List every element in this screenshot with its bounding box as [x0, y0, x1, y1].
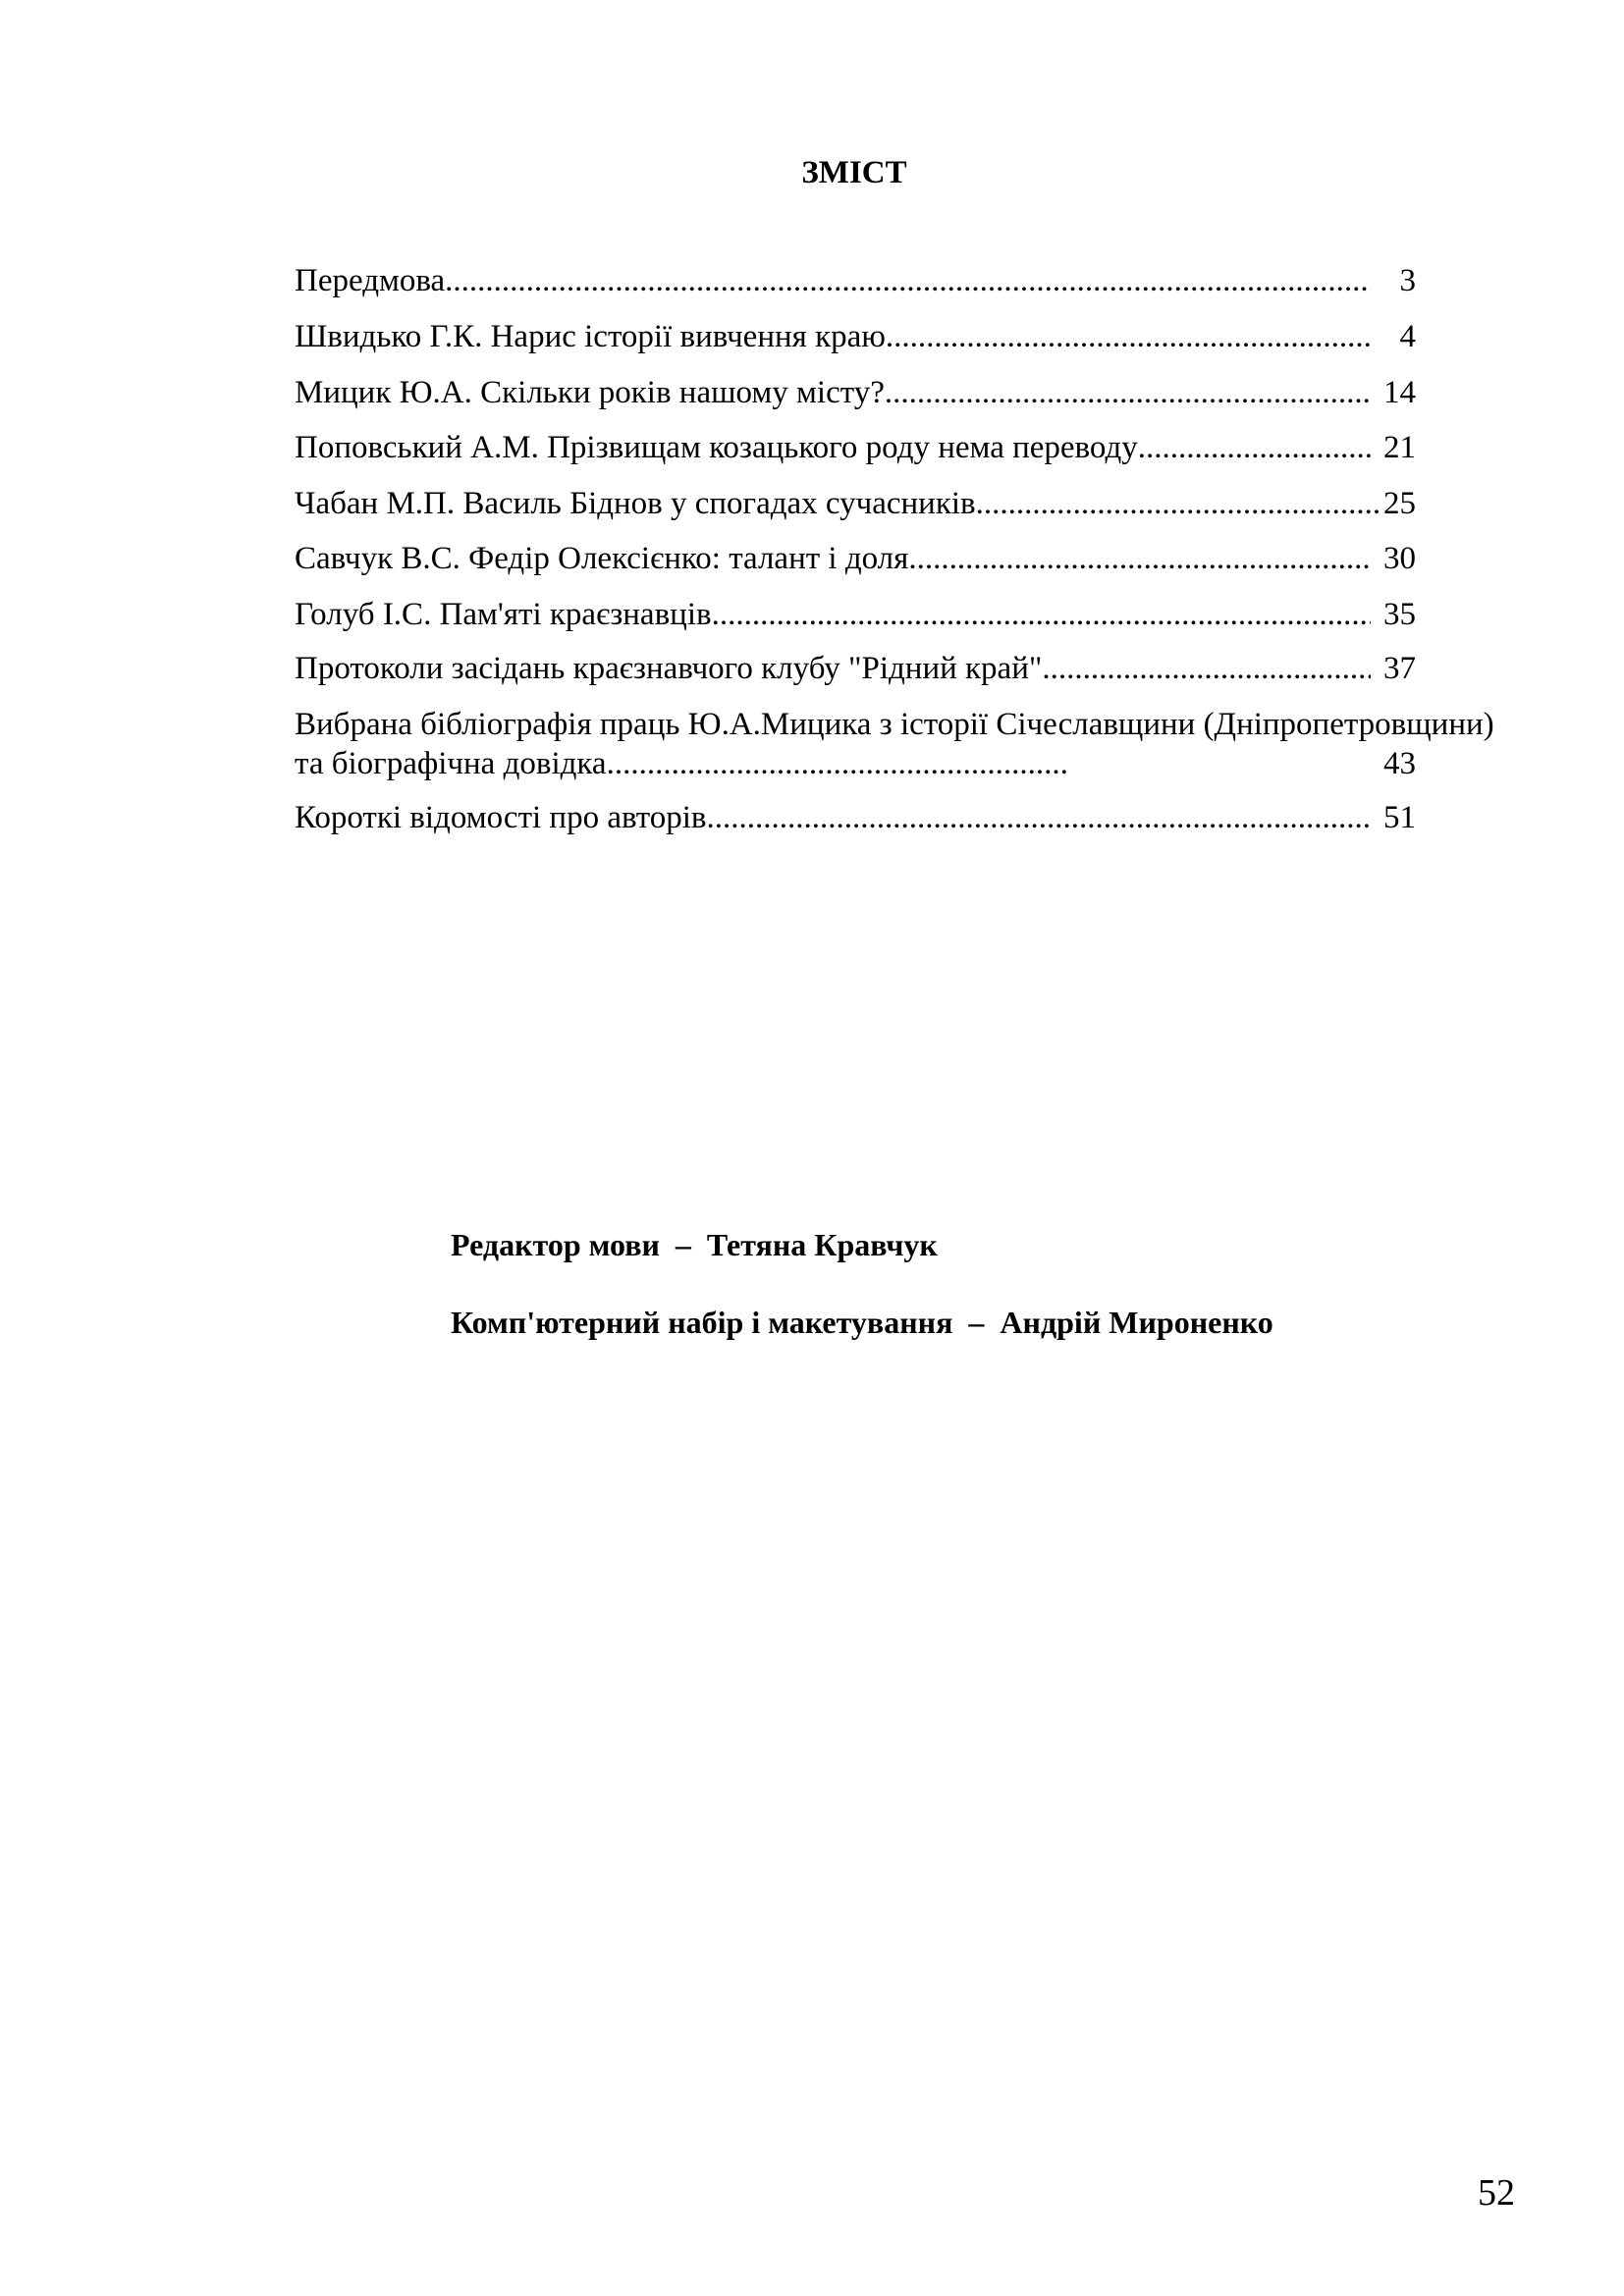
toc-entry — [295, 798, 1416, 837]
toc-entry-title: Поповський А.М. Прізвищам козацького роду нема переводу — [295, 430, 1138, 465]
toc-entry-title: Савчук В.С. Федір Олексієнко: талант і доля — [295, 541, 909, 576]
dot-leader — [706, 798, 1371, 837]
toc-entry-title: Голуб І.С. Пам'яті краєзнавців — [295, 597, 712, 632]
dot-leader — [712, 595, 1371, 634]
toc-entry-line1: Вибрана бібліографія праць Ю.А.Мицика з історії Січеславщини (Дніпропетровщини) — [295, 707, 1494, 742]
page-title: ЗМІСТ — [801, 155, 907, 190]
dot-leader — [908, 539, 1371, 578]
toc-entry-title: Передмова — [295, 263, 446, 298]
toc-entry-title: та біографічна довідка — [295, 746, 607, 781]
toc-entry-page: 3 — [1399, 263, 1416, 298]
toc-entry-title: Чабан М.П. Василь Біднов у спогадах сучасників — [295, 486, 976, 521]
dot-leader — [976, 484, 1380, 523]
toc-entry — [295, 261, 1416, 300]
toc-entry-page: 51 — [1383, 800, 1416, 835]
dot-leader — [1138, 428, 1371, 467]
toc-entry-title: Швидько Г.К. Нарис історії вивчення краю — [295, 319, 886, 354]
toc-entry-title: Протоколи засідань краєзнавчого клубу "Рідний край" — [295, 651, 1043, 686]
page-number: 52 — [1478, 2172, 1515, 2214]
toc-entry — [295, 539, 1416, 578]
toc-entry — [295, 484, 1416, 523]
toc-entry-title: Мицик Ю.А. Скільки років нашому місту? — [295, 375, 885, 410]
toc-entry — [295, 595, 1416, 634]
dot-leader — [445, 261, 1371, 300]
toc-entry-page: 4 — [1399, 319, 1416, 354]
toc-entry-page: 35 — [1383, 597, 1416, 632]
credit-editor: Редактор мови – Тетяна Кравчук — [451, 1227, 938, 1262]
toc-entry — [295, 428, 1416, 467]
toc-entry-page: 43 — [1383, 746, 1416, 781]
toc-entry-page: 25 — [1383, 486, 1416, 521]
dot-leader — [607, 744, 1066, 783]
toc-entry-page: 30 — [1383, 541, 1416, 576]
toc-entry-title: Короткі відомості про авторів — [295, 800, 707, 835]
toc-entry — [295, 649, 1416, 688]
credit-layout: Комп'ютерний набір і макетування – Андрій Мироненко — [451, 1305, 1273, 1340]
dot-leader — [1042, 649, 1371, 688]
toc-entry-page: 14 — [1383, 375, 1416, 410]
dot-leader — [885, 373, 1371, 412]
toc-entry-page: 21 — [1383, 430, 1416, 465]
dot-leader — [886, 317, 1371, 356]
toc-entry — [295, 373, 1416, 412]
toc-entry-page: 37 — [1383, 651, 1416, 686]
toc-entry — [295, 744, 1416, 783]
toc-entry — [295, 317, 1416, 356]
